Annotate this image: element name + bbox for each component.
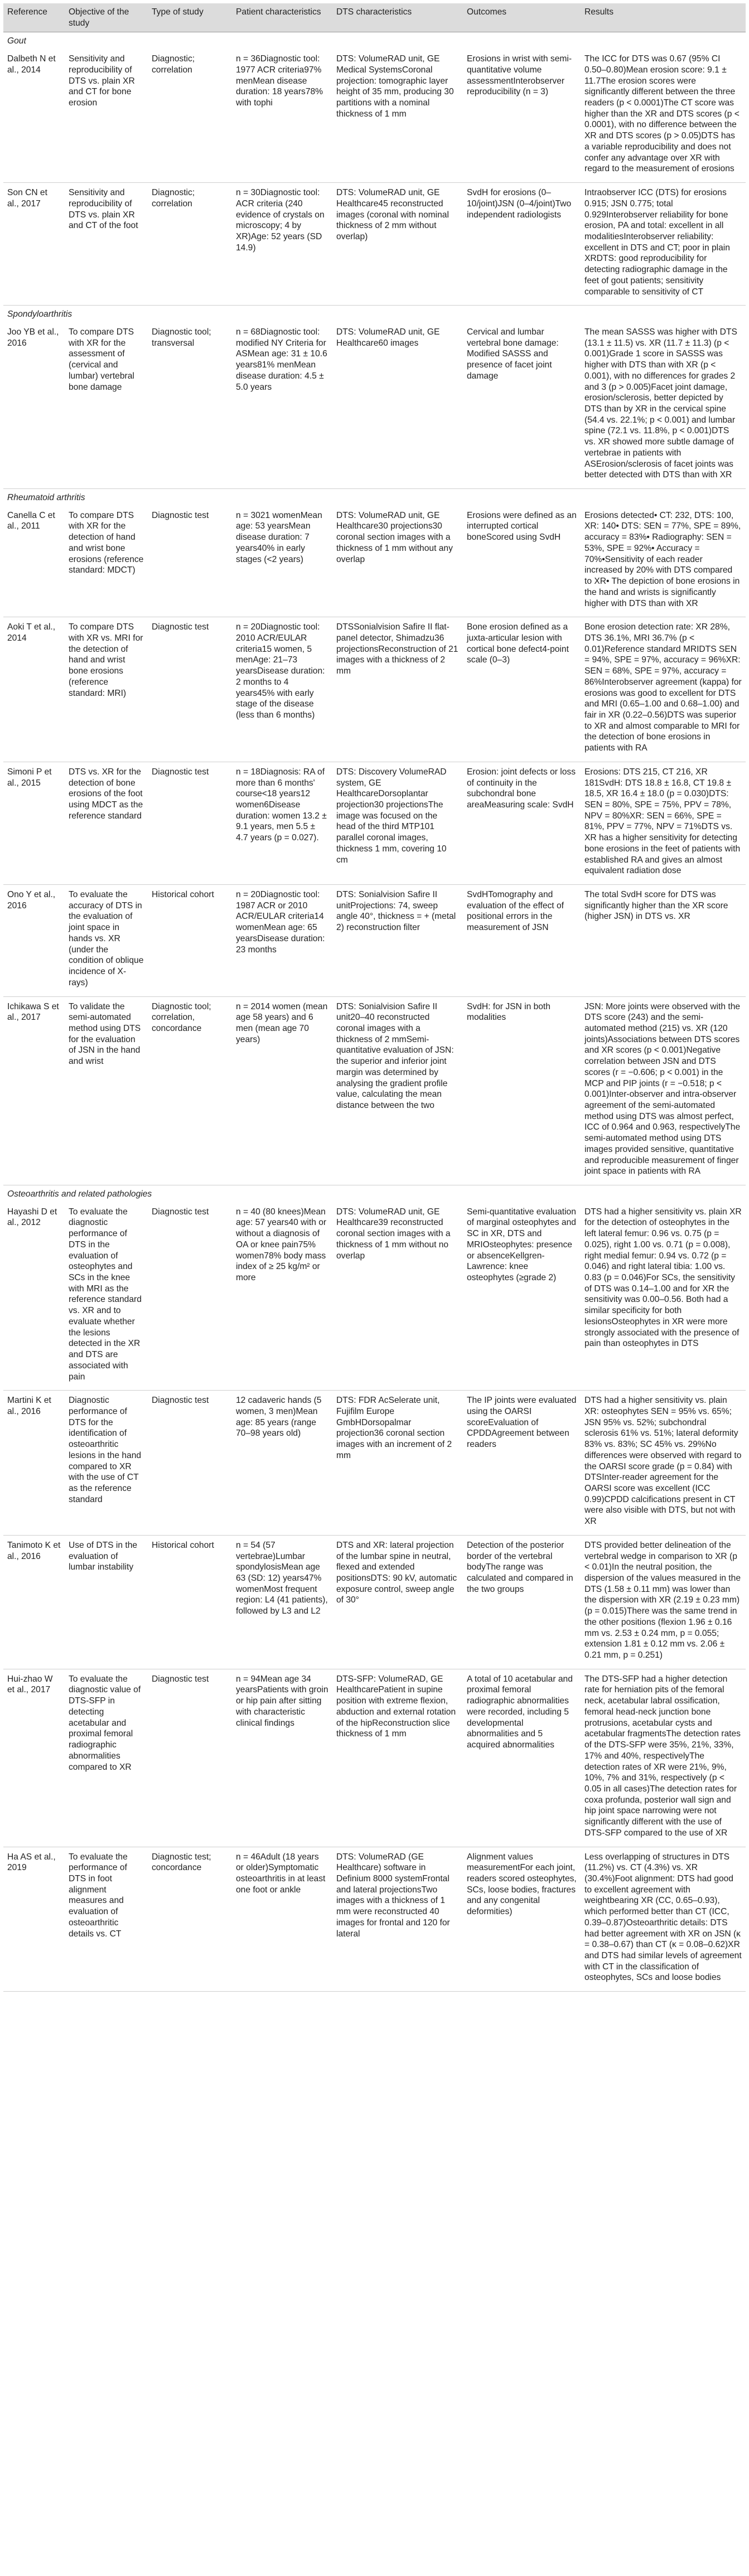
cell-results: DTS had a higher sensitivity vs. plain XR for the detection of osteophytes in the left lateral femur: 0.96 vs. 0.75 (p = 0.025), right 1.00 vs. 0.71 (p = 0.008), right medial femur: 0.94 vs. 0.72 (p = 0.046) and right lateral tibia: 1.00 vs. 0.83 (p = 0.046)For SCs, the sensitivity of DTS was 0.14–1.00 and for XR the sensitivity was 0.00–0.56. Both had a similar specificity for both lesionsOsteophytes in XR were more strongly associated with the presence of pain than osteophytes in DTS	[581, 1202, 746, 1391]
cell-type: Diagnostic; correlation	[148, 49, 232, 182]
cell-outcomes: Bone erosion defined as a juxta-articular lesion with cortical bone defect4-point scale (0–3)	[463, 617, 581, 762]
cell-results: The total SvdH score for DTS was significantly higher than the XR score (higher JSN) in DTS vs. XR	[581, 885, 746, 996]
cell-reference: Ha AS et al., 2019	[3, 1847, 65, 1992]
cell-type: Diagnostic test	[148, 1669, 232, 1847]
cell-results: The mean SASSS was higher with DTS (13.1 ± 11.5) vs. XR (11.7 ± 11.3) (p < 0.001)Grade 1 score in SASSS was higher with DTS than with XR (p < 0.001), with no differences for grades 2 and 3 (p > 0.005)Facet joint damage, erosion/sclerosis, better depicted by DTS than by XR in the cervical spine (54.4 vs. 22.1%; p < 0.001) and lumbar spine (72.1 vs. 11.8%, p < 0.001)DTS vs. XR showed more subtle damage of vertebrae in patients with ASErosion/sclerosis of facet joints was better detected with DTS than with XR	[581, 322, 746, 489]
table-row	[3, 885, 746, 996]
cell-outcomes: The IP joints were evaluated using the OARSI scoreEvaluation of CPDDAgreement between readers	[463, 1391, 581, 1536]
cell-objective: To evaluate the diagnostic value of DTS-SFP in detecting acetabular and proximal femoral radiographic abnormalities compared to XR	[65, 1669, 148, 1847]
cell-patients: n = 20Diagnostic tool: 2010 ACR/EULAR criteria15 women, 5 menAge: 21–73 yearsDisease duration: 2 months to 4 years45% with early stage of the disease (less than 6 months)	[232, 617, 332, 762]
cell-patients: n = 68Diagnostic tool: modified NY Criteria for ASMean age: 31 ± 10.6 years81% menMean disease duration: 4.5 ± 5.0 years	[232, 322, 332, 489]
cell-type: Diagnostic test; concordance	[148, 1847, 232, 1992]
page	[3, 3, 746, 1992]
table-row	[3, 1535, 746, 1669]
cell-results: The ICC for DTS was 0.67 (95% CI 0.50–0.80)Mean erosion score: 9.1 ± 11.7The erosion scores were significantly different between the three readers (p < 0.0001)The CT score was higher than the XR and DTS scores (p < 0.0001), with no difference between the XR and DTS scores (p > 0.05)DTS has a variable reproducibility and does not confer any advantage over XR with regard to the measurement of erosions	[581, 49, 746, 182]
cell-type: Diagnostic test	[148, 617, 232, 762]
cell-patients: 12 cadaveric hands (5 women, 3 men)Mean age: 85 years (range 70–98 years old)	[232, 1391, 332, 1536]
cell-type: Diagnostic test	[148, 1391, 232, 1536]
cell-objective: To evaluate the diagnostic performance of DTS in the evaluation of osteophytes and SCs in the knee with MRI as the reference standard vs. XR and to evaluate whether the lesions detected in the XR and DTS are associated with pain	[65, 1202, 148, 1391]
cell-reference: Dalbeth N et al., 2014	[3, 49, 65, 182]
cell-type: Diagnostic test	[148, 506, 232, 617]
cell-results: Erosions: DTS 215, CT 216, XR 181SvdH: DTS 18.8 ± 16.8, CT 19.8 ± 18.5, XR 16.4 ± 18.0 (p = 0.030)DTS: SEN = 80%, SPE = 75%, PPV = 78%, NPV = 80%XR: SEN = 66%, SPE = 81%, PPV = 77%, NPV = 71%DTS vs. XR has a higher sensitivity for detecting bone erosions in the feet of patients with established RA and gives an almost equivalent radiation dose	[581, 762, 746, 884]
table-row	[3, 49, 746, 182]
cell-outcomes: Alignment values measurementFor each joint, readers scored osteophytes, SCs, loose bodies, fractures and any congenital deformities)	[463, 1847, 581, 1992]
col-outcomes-header: Outcomes	[463, 3, 581, 32]
cell-results: DTS had a higher sensitivity vs. plain XR: osteophytes SEN = 95% vs. 65%; JSN 95% vs. 52%; subchondral sclerosis 61% vs. 51%; lateral deformity 83% vs. 83%; SC 45% vs. 29%No differences were observed with regard to the OARSI score grade (p = 0.84) with DTSInter-reader agreement for the OARSI score was excellent (ICC 0.99)CPDD calcifications present in CT were also visible with DTS, but not with XR	[581, 1391, 746, 1536]
cell-outcomes: Semi-quantitative evaluation of marginal osteophytes and SC in XR, DTS and MRIOsteophytes: presence or absenceKellgren-Lawrence: knee osteophytes (≥grade 2)	[463, 1202, 581, 1391]
cell-patients: n = 30Diagnostic tool: ACR criteria (240 evidence of crystals on microscopy; 4 by XR)Age: 52 years (SD 14.9)	[232, 183, 332, 306]
cell-results: Intraobserver ICC (DTS) for erosions 0.915; JSN 0.775; total 0.929Interobserver reliability for bone erosion, PA and total: excellent in all modalitiesInterobserver reliability: excellent in DTS and CT; poor in plain XRDTS: good reproducibility for detecting radiographic damage in the feet of gout patients; sensitivity comparable to sensitivity of CT	[581, 183, 746, 306]
cell-results: Bone erosion detection rate: XR 28%, DTS 36.1%, MRI 36.7% (p < 0.01)Reference standard MRIDTS SEN = 94%, SPE = 97%, accuracy = 96%XR: SEN = 68%, SPE = 97%, accuracy = 86%Interobserver agreement (kappa) for erosions was good to excellent for DTS and MRI (0.65–1.00 and 0.68–1.00) and fair in XR (0.22–0.56)DTS was superior to XR and almost comparable to MRI for the detection of bone erosions in patients with RA	[581, 617, 746, 762]
cell-objective: Sensitivity and reproducibility of DTS vs. plain XR and CT for bone erosion	[65, 49, 148, 182]
section-title: Spondyloarthritis	[7, 309, 73, 319]
cell-results: Less overlapping of structures in DTS (11.2%) vs. CT (4.3%) vs. XR (30.4%)Foot alignment: DTS had good to excellent agreement with weightbearing XR (CC, 0.65–0.93), which performed better than CT (ICC, 0.39–0.87)Osteoarthritic details: DTS had better agreement with XR on JSN (κ = 0.38–0.67) than CT (κ = 0.08–0.62)XR and DTS had similar levels of agreement with CT in the classification of osteophytes, SCs and loose bodies	[581, 1847, 746, 1992]
cell-results: DTS provided better delineation of the vertebral wedge in comparison to XR (p < 0.01)In the neutral position, the dispersion of the values measured in the DTS (1.58 ± 0.11 mm) was lower than the dispersion with XR (2.19 ± 0.23 mm) (p = 0.015)There was the same trend in the other positions (flexion 1.96 ± 0.16 mm vs. 2.53 ± 0.24 mm, p = 0.055; extension 1.81 ± 0.12 mm vs. 2.06 ± 0.21 mm, p = 0.251)	[581, 1535, 746, 1669]
cell-objective: To compare DTS with XR for the assessment of (cervical and lumbar) vertebral bone damage	[65, 322, 148, 489]
table-row	[3, 1202, 746, 1391]
col-dts-header: DTS characteristics	[332, 3, 463, 32]
cell-dts: DTS and XR: lateral projection of the lumbar spine in neutral, flexed and extended positionsDTS: 90 kV, automatic exposure control, sweep angle of 30°	[332, 1535, 463, 1669]
section-title: Osteoarthritis and related pathologies	[7, 1189, 152, 1199]
cell-dts: DTS: VolumeRAD unit, GE Healthcare30 projections30 coronal section images with a thickness of 1 mm without any overlap	[332, 506, 463, 617]
cell-type: Historical cohort	[148, 1535, 232, 1669]
cell-reference: Canella C et al., 2011	[3, 506, 65, 617]
cell-outcomes: Erosion: joint defects or loss of continuity in the subchondral bone areaMeasuring scale: SvdH	[463, 762, 581, 884]
cell-type: Diagnostic tool; transversal	[148, 322, 232, 489]
cell-reference: Ichikawa S et al., 2017	[3, 996, 65, 1185]
cell-reference: Tanimoto K et al., 2016	[3, 1535, 65, 1669]
cell-outcomes: Erosions in wrist with semi-quantitative volume assessmentInterobserver reproducibility (n = 3)	[463, 49, 581, 182]
cell-patients: n = 46Adult (18 years or older)Symptomatic osteoarthritis in at least one foot or ankle	[232, 1847, 332, 1992]
cell-results: The DTS-SFP had a higher detection rate for herniation pits of the femoral neck, acetabular labral ossification, femoral head-neck junction bone protrusions, acetabular cysts and acetabular fragmentsThe detection rates of the DTS-SFP were 35%, 21%, 33%, 17% and 40%, respectivelyThe detection rates of XR were 21%, 9%, 10%, 7% and 31%, respectively (p < 0.05 in all cases)The detection rates for coxa profunda, posterior wall sign and hip joint space narrowing were not significantly different with the use of DTS-SFP compared to the use of XR	[581, 1669, 746, 1847]
col-results-header: Results	[581, 3, 746, 32]
cell-dts: DTS: VolumeRAD unit, GE Healthcare45 reconstructed images (coronal with nominal thickness of 2 mm without overlap)	[332, 183, 463, 306]
cell-dts: DTS-SFP: VolumeRAD, GE HealthcarePatient in supine position with extreme flexion, abduction and external rotation of the hipReconstruction slice thickness of 1 mm	[332, 1669, 463, 1847]
cell-patients: n = 20Diagnostic tool: 1987 ACR or 2010 ACR/EULAR criteria14 womenMean age: 65 yearsDisease duration: 23 months	[232, 885, 332, 996]
cell-objective: Use of DTS in the evaluation of lumbar instability	[65, 1535, 148, 1669]
table-header	[3, 3, 746, 32]
cell-type: Diagnostic tool; correlation, concordance	[148, 996, 232, 1185]
col-objective-header: Objective of the study	[65, 3, 148, 32]
table-row	[3, 506, 746, 617]
cell-objective: DTS vs. XR for the detection of bone erosions of the foot using MDCT as the reference standard	[65, 762, 148, 884]
cell-results: Erosions detected• CT: 232, DTS: 100, XR: 140• DTS: SEN = 77%, SPE = 89%, accuracy = 83%• Radiography: SEN = 53%, SPE = 92%• Accuracy = 70%•Sensitivity of each reader increased by 20% with DTS compared to XR• The depiction of bone erosions in the hand and wrists is significantly higher with DTS than with XR	[581, 506, 746, 617]
cell-dts: DTS: VolumeRAD (GE Healthcare) software in Definium 8000 systemFrontal and lateral projectionsTwo images with a thickness of 1 mm were reconstructed 40 images for frontal and 120 for lateral	[332, 1847, 463, 1992]
cell-dts: DTSSonialvision Safire II flat-panel detector, Shimadzu36 projectionsReconstruction of 21 images with a thickness of 2 mm	[332, 617, 463, 762]
cell-dts: DTS: VolumeRAD unit, GE Healthcare60 images	[332, 322, 463, 489]
cell-type: Historical cohort	[148, 885, 232, 996]
col-reference-header: Reference	[3, 3, 65, 32]
cell-dts: DTS: FDR AcSelerate unit, Fujifilm Europe GmbHDorsopalmar projection36 coronal section images with an increment of 2 mm	[332, 1391, 463, 1536]
cell-reference: Martini K et al., 2016	[3, 1391, 65, 1536]
cell-patients: n = 36Diagnostic tool: 1977 ACR criteria97% menMean disease duration: 18 years78% with tophi	[232, 49, 332, 182]
table-row	[3, 322, 746, 489]
cell-results: JSN: More joints were observed with the DTS score (243) and the semi-automated method (215) vs. XR (120 joints)Associations between DTS scores and XR scores (p < 0.001)Negative correlation between JSN and DTS scores (r = −0.606; p < 0.001) in the MCP and PIP joints (r = −0.518; p < 0.001)Inter-observer and intra-observer agreement of the semi-automated method using DTS was almost perfect, ICC of 0.964 and 0.963, respectivelyThe semi-automated method using DTS images provided sensitive, quantitative and reproducible measurement of finger joint space in patients with RA	[581, 996, 746, 1185]
col-type-header: Type of study	[148, 3, 232, 32]
cell-dts: DTS: Discovery VolumeRAD system, GE HealthcareDorsoplantar projection30 projectionsThe image was focused on the head of the third MTP101 parallel coronal images, thickness 1 mm, covering 10 cm	[332, 762, 463, 884]
cell-dts: DTS: VolumeRAD unit, GE Medical SystemsCoronal projection: tomographic layer height of 35 mm, producing 30 partitions with a nominal thickness of 1 mm	[332, 49, 463, 182]
table-row	[3, 1391, 746, 1536]
header-row	[3, 3, 746, 32]
cell-objective: Sensitivity and reproducibility of DTS vs. plain XR and CT of the foot	[65, 183, 148, 306]
cell-patients: n = 94Mean age 34 yearsPatients with groin or hip pain after sitting with characteristic clinical findings	[232, 1669, 332, 1847]
section-heading-row	[3, 32, 746, 49]
table-row	[3, 1847, 746, 1992]
cell-outcomes: Erosions were defined as an interrupted cortical boneScored using SvdH	[463, 506, 581, 617]
col-patients-header: Patient characteristics	[232, 3, 332, 32]
cell-outcomes: SvdH for erosions (0–10/joint)JSN (0–4/joint)Two independent radiologists	[463, 183, 581, 306]
table-body	[3, 32, 746, 1992]
cell-patients: n = 3021 womenMean age: 53 yearsMean disease duration: 7 years40% in early stages (<2 years)	[232, 506, 332, 617]
section-title: Rheumatoid arthritis	[7, 493, 85, 503]
cell-objective: To evaluate the accuracy of DTS in the evaluation of joint space in hands vs. XR (under the condition of oblique incidence of X-rays)	[65, 885, 148, 996]
cell-objective: To evaluate the performance of DTS in foot alignment measures and evaluation of osteoarthritic details vs. CT	[65, 1847, 148, 1992]
cell-objective: To compare DTS with XR vs. MRI for the detection of hand and wrist bone erosions (reference standard: MRI)	[65, 617, 148, 762]
cell-reference: Hayashi D et al., 2012	[3, 1202, 65, 1391]
table-row	[3, 762, 746, 884]
table-row	[3, 1669, 746, 1847]
cell-outcomes: Detection of the posterior border of the vertebral bodyThe range was calculated and compared in the two groups	[463, 1535, 581, 1669]
cell-type: Diagnostic test	[148, 762, 232, 884]
cell-type: Diagnostic; correlation	[148, 183, 232, 306]
cell-objective: To validate the semi-automated method using DTS for the evaluation of JSN in the hand and wrist	[65, 996, 148, 1185]
table-row	[3, 617, 746, 762]
section-heading-row	[3, 489, 746, 506]
cell-reference: Ono Y et al., 2016	[3, 885, 65, 996]
cell-dts: DTS: VolumeRAD unit, GE Healthcare39 reconstructed coronal section images with a thickness of 1 mm without no overlap	[332, 1202, 463, 1391]
section-title: Gout	[3, 32, 746, 49]
cell-reference: Simoni P et al., 2015	[3, 762, 65, 884]
cell-reference: Hui-zhao W et al., 2017	[3, 1669, 65, 1847]
cell-type: Diagnostic test	[148, 1202, 232, 1391]
cell-objective: To compare DTS with XR for the detection of hand and wrist bone erosions (reference standard: MDCT)	[65, 506, 148, 617]
cell-patients: n = 40 (80 knees)Mean age: 57 years40 with or without a diagnosis of OA or knee pain75% women78% body mass index of ≥ 25 kg/m² or more	[232, 1202, 332, 1391]
section-heading-row	[3, 1185, 746, 1202]
cell-dts: DTS: Sonialvision Safire II unitProjections: 74, sweep angle 40°, thickness = + (metal 2) reconstruction filter	[332, 885, 463, 996]
cell-outcomes: A total of 10 acetabular and proximal femoral radiographic abnormalities were recorded, including 5 developmental abnormalities and 5 acquired abnormalities	[463, 1669, 581, 1847]
cell-objective: Diagnostic performance of DTS for the identification of osteoarthritic lesions in the hand compared to XR with the use of CT as the reference standard	[65, 1391, 148, 1536]
cell-patients: n = 54 (57 vertebrae)Lumbar spondylosisMean age 63 (SD: 12) years47% womenMost frequent region: L4 (41 patients), followed by L3 and L2	[232, 1535, 332, 1669]
cell-reference: Son CN et al., 2017	[3, 183, 65, 306]
cell-outcomes: Cervical and lumbar vertebral bone damage: Modified SASSS and presence of facet joint damage	[463, 322, 581, 489]
table-row	[3, 996, 746, 1185]
cell-reference: Aoki T et al., 2014	[3, 617, 65, 762]
studies-table	[3, 3, 746, 1992]
section-heading-row	[3, 306, 746, 322]
cell-patients: n = 18Diagnosis: RA of more than 6 months' course<18 years12 women6Disease duration: women 13.2 ± 9.1 years, men 5.5 ± 4.7 years (p = 0.027).	[232, 762, 332, 884]
cell-patients: n = 2014 women (mean age 58 years) and 6 men (mean age 70 years)	[232, 996, 332, 1185]
cell-dts: DTS: Sonialvision Safire II unit20–40 reconstructed coronal images with a thickness of 2 mmSemi-quantitative evaluation of JSN: the superior and inferior joint margin was determined by analysing the gradient profile value, calculating the mean distance between the two	[332, 996, 463, 1185]
table-row	[3, 183, 746, 306]
cell-reference: Joo YB et al., 2016	[3, 322, 65, 489]
cell-outcomes: SvdHTomography and evaluation of the effect of positional errors in the measurement of JSN	[463, 885, 581, 996]
cell-outcomes: SvdH: for JSN in both modalities	[463, 996, 581, 1185]
